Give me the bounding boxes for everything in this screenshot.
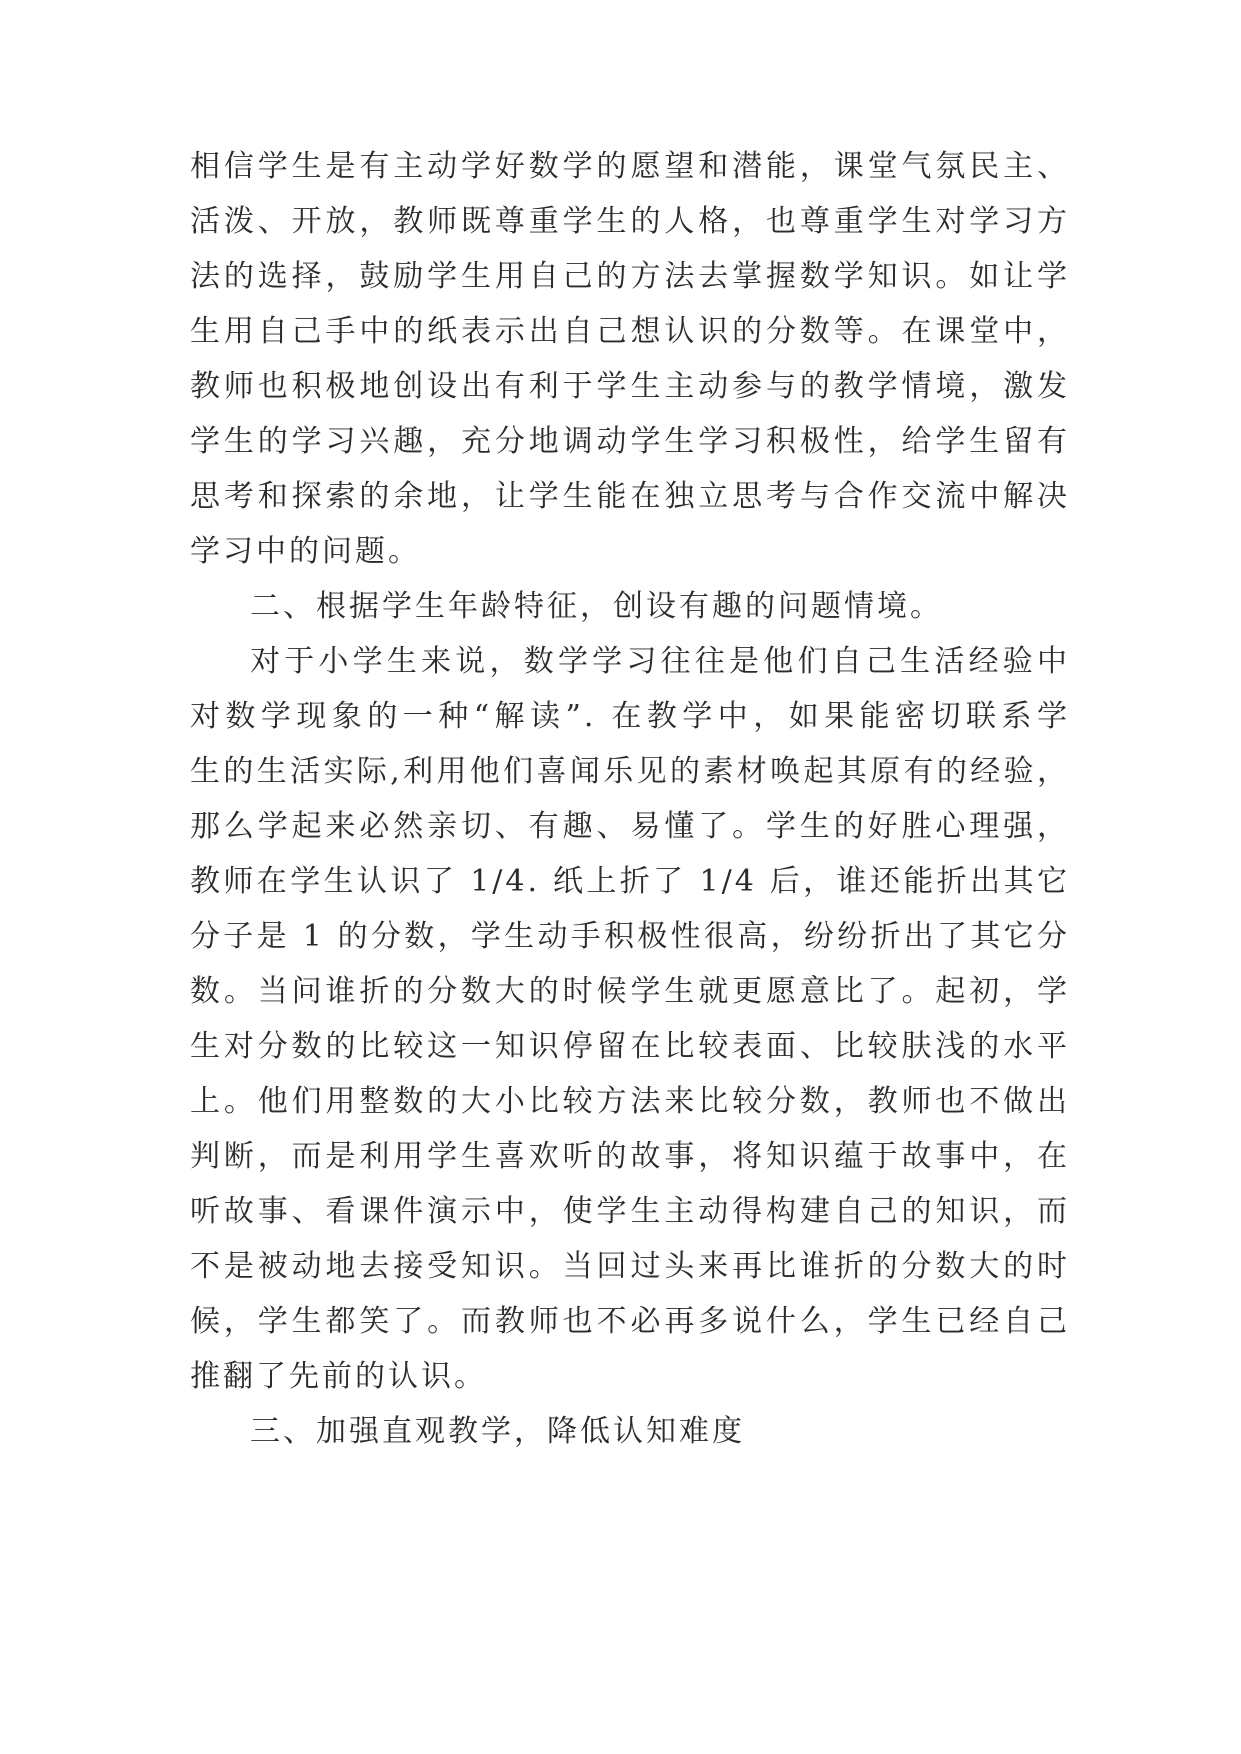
- section-heading-2: 二、根据学生年龄特征，创设有趣的问题情境。: [250, 589, 943, 624]
- paragraph-2-line-6: 分子是 1 的分数，学生动手积极性很高，纷纷折出了其它分: [190, 919, 1070, 954]
- paragraph-2-line-1: 对于小学生来说，数学学习往往是他们自己生活经验中: [250, 644, 1070, 679]
- paragraph-2-line-7: 数。当问谁折的分数大的时候学生就更愿意比了。起初，学: [190, 974, 1070, 1009]
- paragraph-2-line-9: 上。他们用整数的大小比较方法来比较分数，教师也不做出: [190, 1084, 1070, 1119]
- paragraph-1-line-5: 教师也积极地创设出有利于学生主动参与的教学情境，激发: [190, 369, 1070, 404]
- paragraph-2-line-10: 判断，而是利用学生喜欢听的故事，将知识蕴于故事中，在: [190, 1139, 1070, 1174]
- paragraph-2-line-11: 听故事、看课件演示中，使学生主动得构建自己的知识，而: [190, 1194, 1070, 1229]
- paragraph-1-line-1: 相信学生是有主动学好数学的愿望和潜能，课堂气氛民主、: [190, 149, 1070, 184]
- paragraph-2-line-5: 教师在学生认识了 1/4. 纸上折了 1/4 后，谁还能折出其它: [190, 864, 1070, 899]
- section-heading-3: 三、加强直观教学，降低认知难度: [250, 1414, 745, 1449]
- paragraph-2-line-14: 推翻了先前的认识。: [190, 1359, 487, 1394]
- paragraph-2-line-12: 不是被动地去接受知识。当回过头来再比谁折的分数大的时: [190, 1249, 1070, 1284]
- paragraph-1-line-4: 生用自己手中的纸表示出自己想认识的分数等。在课堂中，: [190, 314, 1070, 349]
- paragraph-1-line-3: 法的选择，鼓励学生用自己的方法去掌握数学知识。如让学: [190, 259, 1070, 294]
- paragraph-1-line-6: 学生的学习兴趣，充分地调动学生学习积极性，给学生留有: [190, 424, 1070, 459]
- paragraph-2-line-8: 生对分数的比较这一知识停留在比较表面、比较肤浅的水平: [190, 1029, 1070, 1064]
- paragraph-1-line-2: 活泼、开放，教师既尊重学生的人格，也尊重学生对学习方: [190, 204, 1070, 239]
- paragraph-2-line-4: 那么学起来必然亲切、有趣、易懂了。学生的好胜心理强，: [190, 809, 1070, 844]
- paragraph-1-line-7: 思考和探索的余地，让学生能在独立思考与合作交流中解决: [190, 479, 1070, 514]
- paragraph-1-line-8: 学习中的问题。: [190, 534, 421, 569]
- paragraph-2-line-13: 候，学生都笑了。而教师也不必再多说什么，学生已经自己: [190, 1304, 1070, 1339]
- paragraph-2-line-2: 对数学现象的一种“解读”. 在教学中，如果能密切联系学: [190, 699, 1070, 734]
- paragraph-2-line-3: 生的生活实际,利用他们喜闻乐见的素材唤起其原有的经验，: [190, 754, 1070, 789]
